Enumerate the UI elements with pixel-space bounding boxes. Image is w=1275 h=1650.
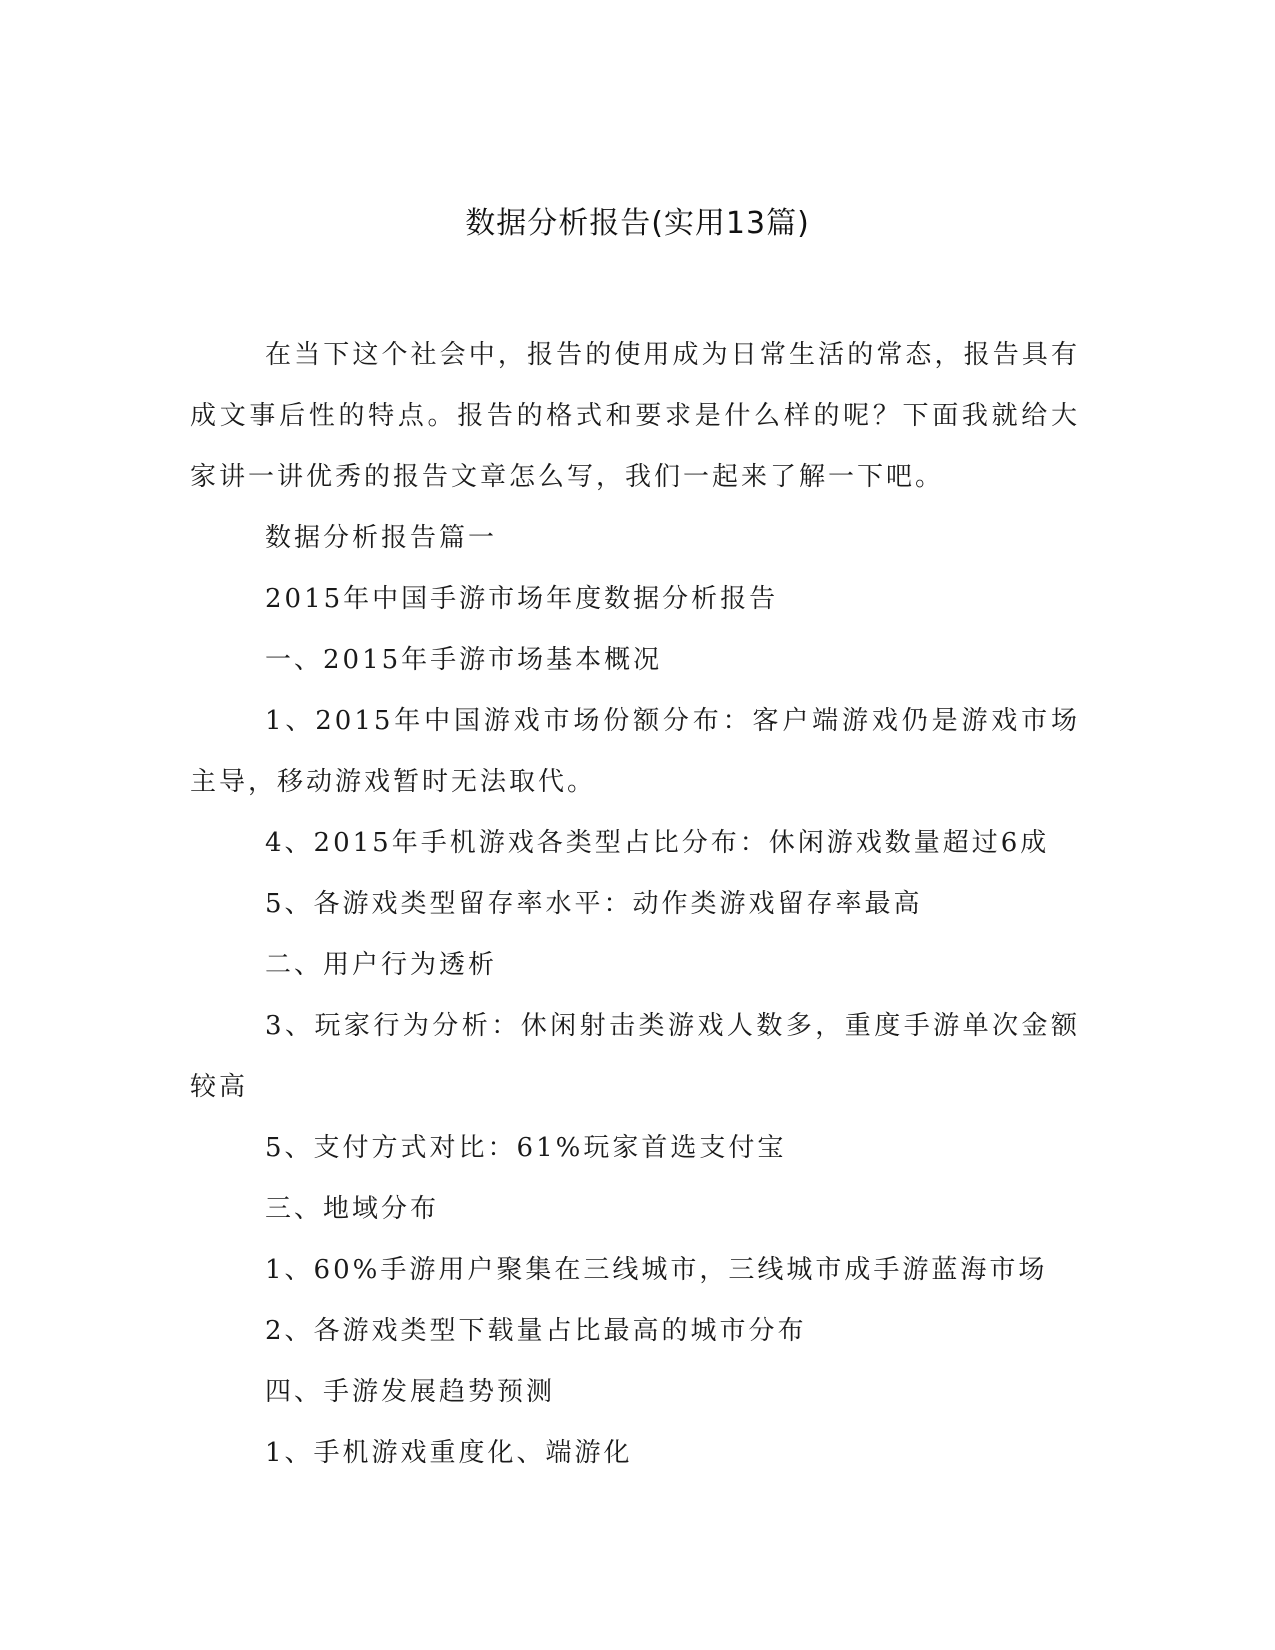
report-subtitle: 2015年中国手游市场年度数据分析报告 xyxy=(265,584,779,614)
section-heading-market-overview: 一、2015年手游市场基本概况 xyxy=(265,645,663,675)
body-paragraph: 3、玩家行为分析：休闲射击类游戏人数多，重度手游单次金额较高 xyxy=(190,1011,1080,1102)
intro-paragraph: 在当下这个社会中，报告的使用成为日常生活的常态，报告具有成文事后性的特点。报告的格式和要求是什么样的呢？下面我就给大家讲一讲优秀的报告文章怎么写，我们一起来了解一下吧。 xyxy=(190,340,1080,492)
body-paragraph: 1、2015年中国游戏市场份额分布：客户端游戏仍是游戏市场主导，移动游戏暂时无法取代。 xyxy=(190,706,1080,797)
body-paragraph: 1、手机游戏重度化、端游化 xyxy=(265,1438,633,1468)
document-body xyxy=(190,325,1080,1484)
body-paragraph: 1、60%手游用户聚集在三线城市，三线城市成手游蓝海市场 xyxy=(265,1255,1048,1285)
section-heading-user-behavior: 二、用户行为透析 xyxy=(265,950,498,980)
section-heading-regional: 三、地域分布 xyxy=(265,1194,440,1224)
body-paragraph: 4、2015年手机游戏各类型占比分布：休闲游戏数量超过6成 xyxy=(265,828,1050,858)
section-heading-part-one: 数据分析报告篇一 xyxy=(265,523,498,553)
body-paragraph: 5、各游戏类型留存率水平：动作类游戏留存率最高 xyxy=(265,889,923,919)
section-heading-trends: 四、手游发展趋势预测 xyxy=(265,1377,556,1407)
document-title: 数据分析报告(实用13篇) xyxy=(465,206,810,241)
body-paragraph: 5、支付方式对比：61%玩家首选支付宝 xyxy=(265,1133,787,1163)
body-paragraph: 2、各游戏类型下载量占比最高的城市分布 xyxy=(265,1316,807,1346)
